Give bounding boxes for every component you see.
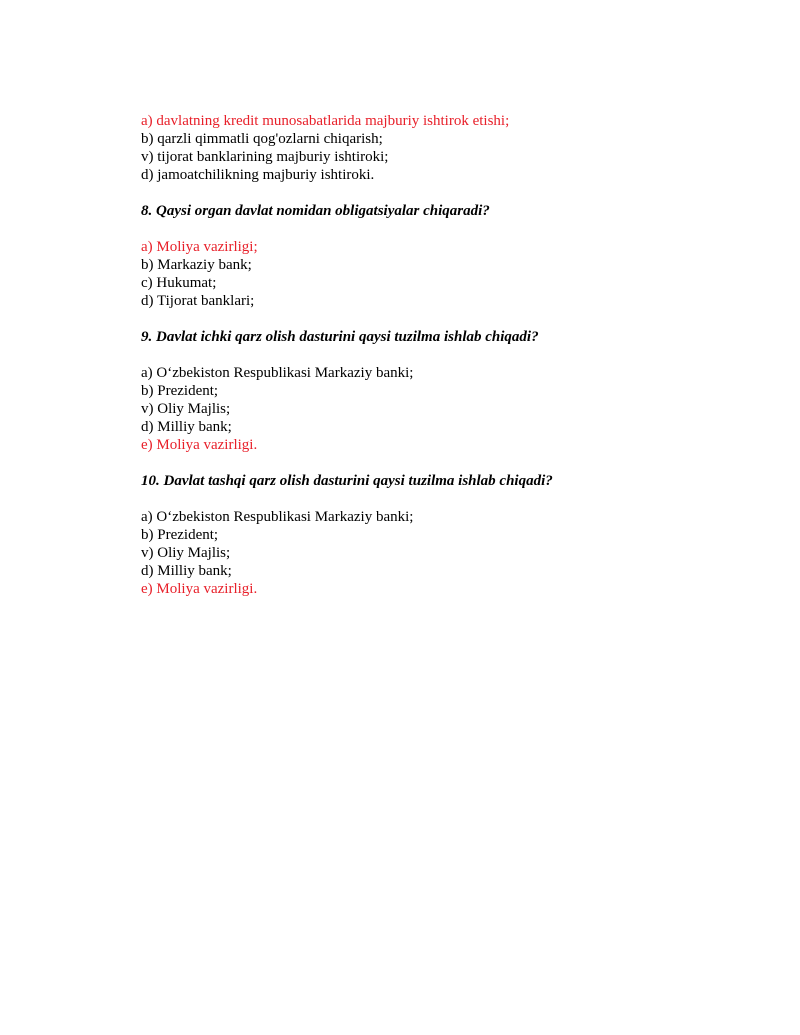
q9-option-e-correct: e) Moliya vazirligi.: [141, 437, 258, 453]
document-page: [141, 112, 761, 598]
q9-option-d: d) Milliy bank;: [141, 419, 232, 435]
q10-option-e-correct: e) Moliya vazirligi.: [141, 581, 258, 597]
q9-option-v: v) Oliy Majlis;: [141, 401, 231, 417]
q7-option-v: v) tijorat banklarining majburiy ishtiroki;: [141, 149, 389, 165]
q10-option-a: a) O‘zbekiston Respublikasi Markaziy banki;: [141, 509, 414, 525]
q7-option-d: d) jamoatchilikning majburiy ishtiroki.: [141, 167, 375, 183]
question-8-options: [141, 238, 761, 310]
question-7-options: [141, 112, 761, 184]
question-9-text: 9. Davlat ichki qarz olish dasturini qaysi tuzilma ishlab chiqadi?: [141, 329, 539, 345]
question-10-text: 10. Davlat tashqi qarz olish dasturini qaysi tuzilma ishlab chiqadi?: [141, 473, 553, 489]
q8-option-d: d) Tijorat banklari;: [141, 293, 255, 309]
q8-option-c: c) Hukumat;: [141, 275, 217, 291]
q8-option-b: b) Markaziy bank;: [141, 257, 252, 273]
q7-option-b: b) qarzli qimmatli qog'ozlarni chiqarish;: [141, 131, 383, 147]
q10-option-v: v) Oliy Majlis;: [141, 545, 231, 561]
q8-option-a-correct: a) Moliya vazirligi;: [141, 239, 258, 255]
q9-option-b: b) Prezident;: [141, 383, 219, 399]
q7-option-a-correct: a) davlatning kredit munosabatlarida majburiy ishtirok etishi;: [141, 113, 510, 129]
question-8-text: 8. Qaysi organ davlat nomidan obligatsiyalar chiqaradi?: [141, 203, 490, 219]
q10-option-d: d) Milliy bank;: [141, 563, 232, 579]
q10-option-b: b) Prezident;: [141, 527, 219, 543]
question-10-options: [141, 508, 761, 598]
q9-option-a: a) O‘zbekiston Respublikasi Markaziy banki;: [141, 365, 414, 381]
question-9-options: [141, 364, 761, 454]
